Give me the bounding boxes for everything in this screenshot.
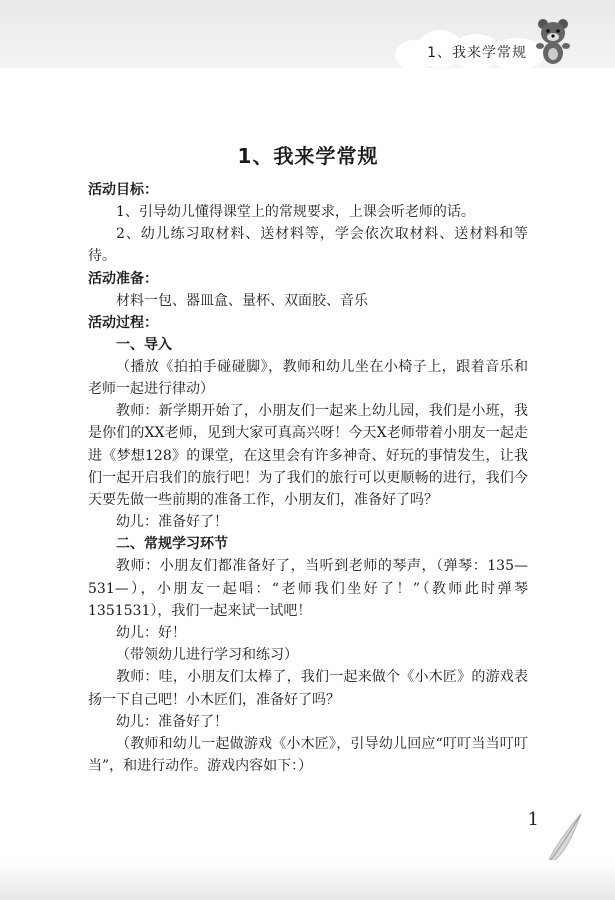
paragraph: 幼儿：准备好了！ xyxy=(116,713,228,730)
page-title: 1、我来学常规 xyxy=(237,144,379,168)
subsection-heading: 一、导入 xyxy=(116,336,172,353)
paragraph: 教师：哇，小朋友们太棒了，我们一起来做个《小木匠》的游戏表扬一下自己吧！小木匠们，准备好了吗？ xyxy=(88,669,528,708)
page-number: 1 xyxy=(527,809,539,830)
paragraph: 2、幼儿练习取材料、送材料等，学会依次取材料、送材料和等待。 xyxy=(88,226,528,265)
section-heading: 活动目标： xyxy=(88,182,158,198)
paragraph: 教师：小朋友们都准备好了，当听到老师的琴声，（弹琴：135—531—），小朋友一起唱：“老师我们坐好了！”（教师此时弹琴1351531），我们一起来试一试吧！ xyxy=(88,558,528,619)
paragraph: 材料一包、器皿盒、量杯、双面胶、音乐 xyxy=(116,292,368,309)
document-body xyxy=(88,140,528,777)
paragraph: （教师和幼儿一起做游戏《小木匠》，引导幼儿回应“叮叮当当叮叮当”，和进行动作。游戏内容如下：） xyxy=(88,736,528,775)
paragraph: （播放《拍拍手碰碰脚》，教师和幼儿坐在小椅子上，跟着音乐和老师一起进行律动） xyxy=(88,358,528,398)
paragraph: （带领幼儿进行学习和练习） xyxy=(116,647,298,664)
subsection-heading: 二、常规学习环节 xyxy=(116,536,228,553)
paragraph: 教师：新学期开始了，小朋友们一起来上幼儿园，我们是小班，我是你们的XX老师，见到大家可真高兴呀！今天X老师带着小朋友一起走进《梦想128》的课堂，在这里会有许多神奇、好玩的事情发生，让我们一起开启我们的旅行吧！为了我们的旅行可以更顺畅的进行，我们今天要先做一些前期的准备工作，小朋友们，准备好了吗？ xyxy=(88,403,528,509)
bear-icon xyxy=(535,16,571,64)
section-heading: 活动过程： xyxy=(88,314,158,331)
content-blocks xyxy=(88,179,528,777)
paragraph: 幼儿：准备好了！ xyxy=(116,514,228,531)
paragraph: 幼儿：好！ xyxy=(116,625,186,642)
page-footer-band xyxy=(0,860,615,900)
paragraph: 1、引导幼儿懂得课堂上的常规要求，上课会听老师的话。 xyxy=(116,204,475,220)
section-heading: 活动准备： xyxy=(88,270,158,287)
page-header xyxy=(0,0,615,68)
running-header-title: 1、我来学常规 xyxy=(427,45,527,61)
